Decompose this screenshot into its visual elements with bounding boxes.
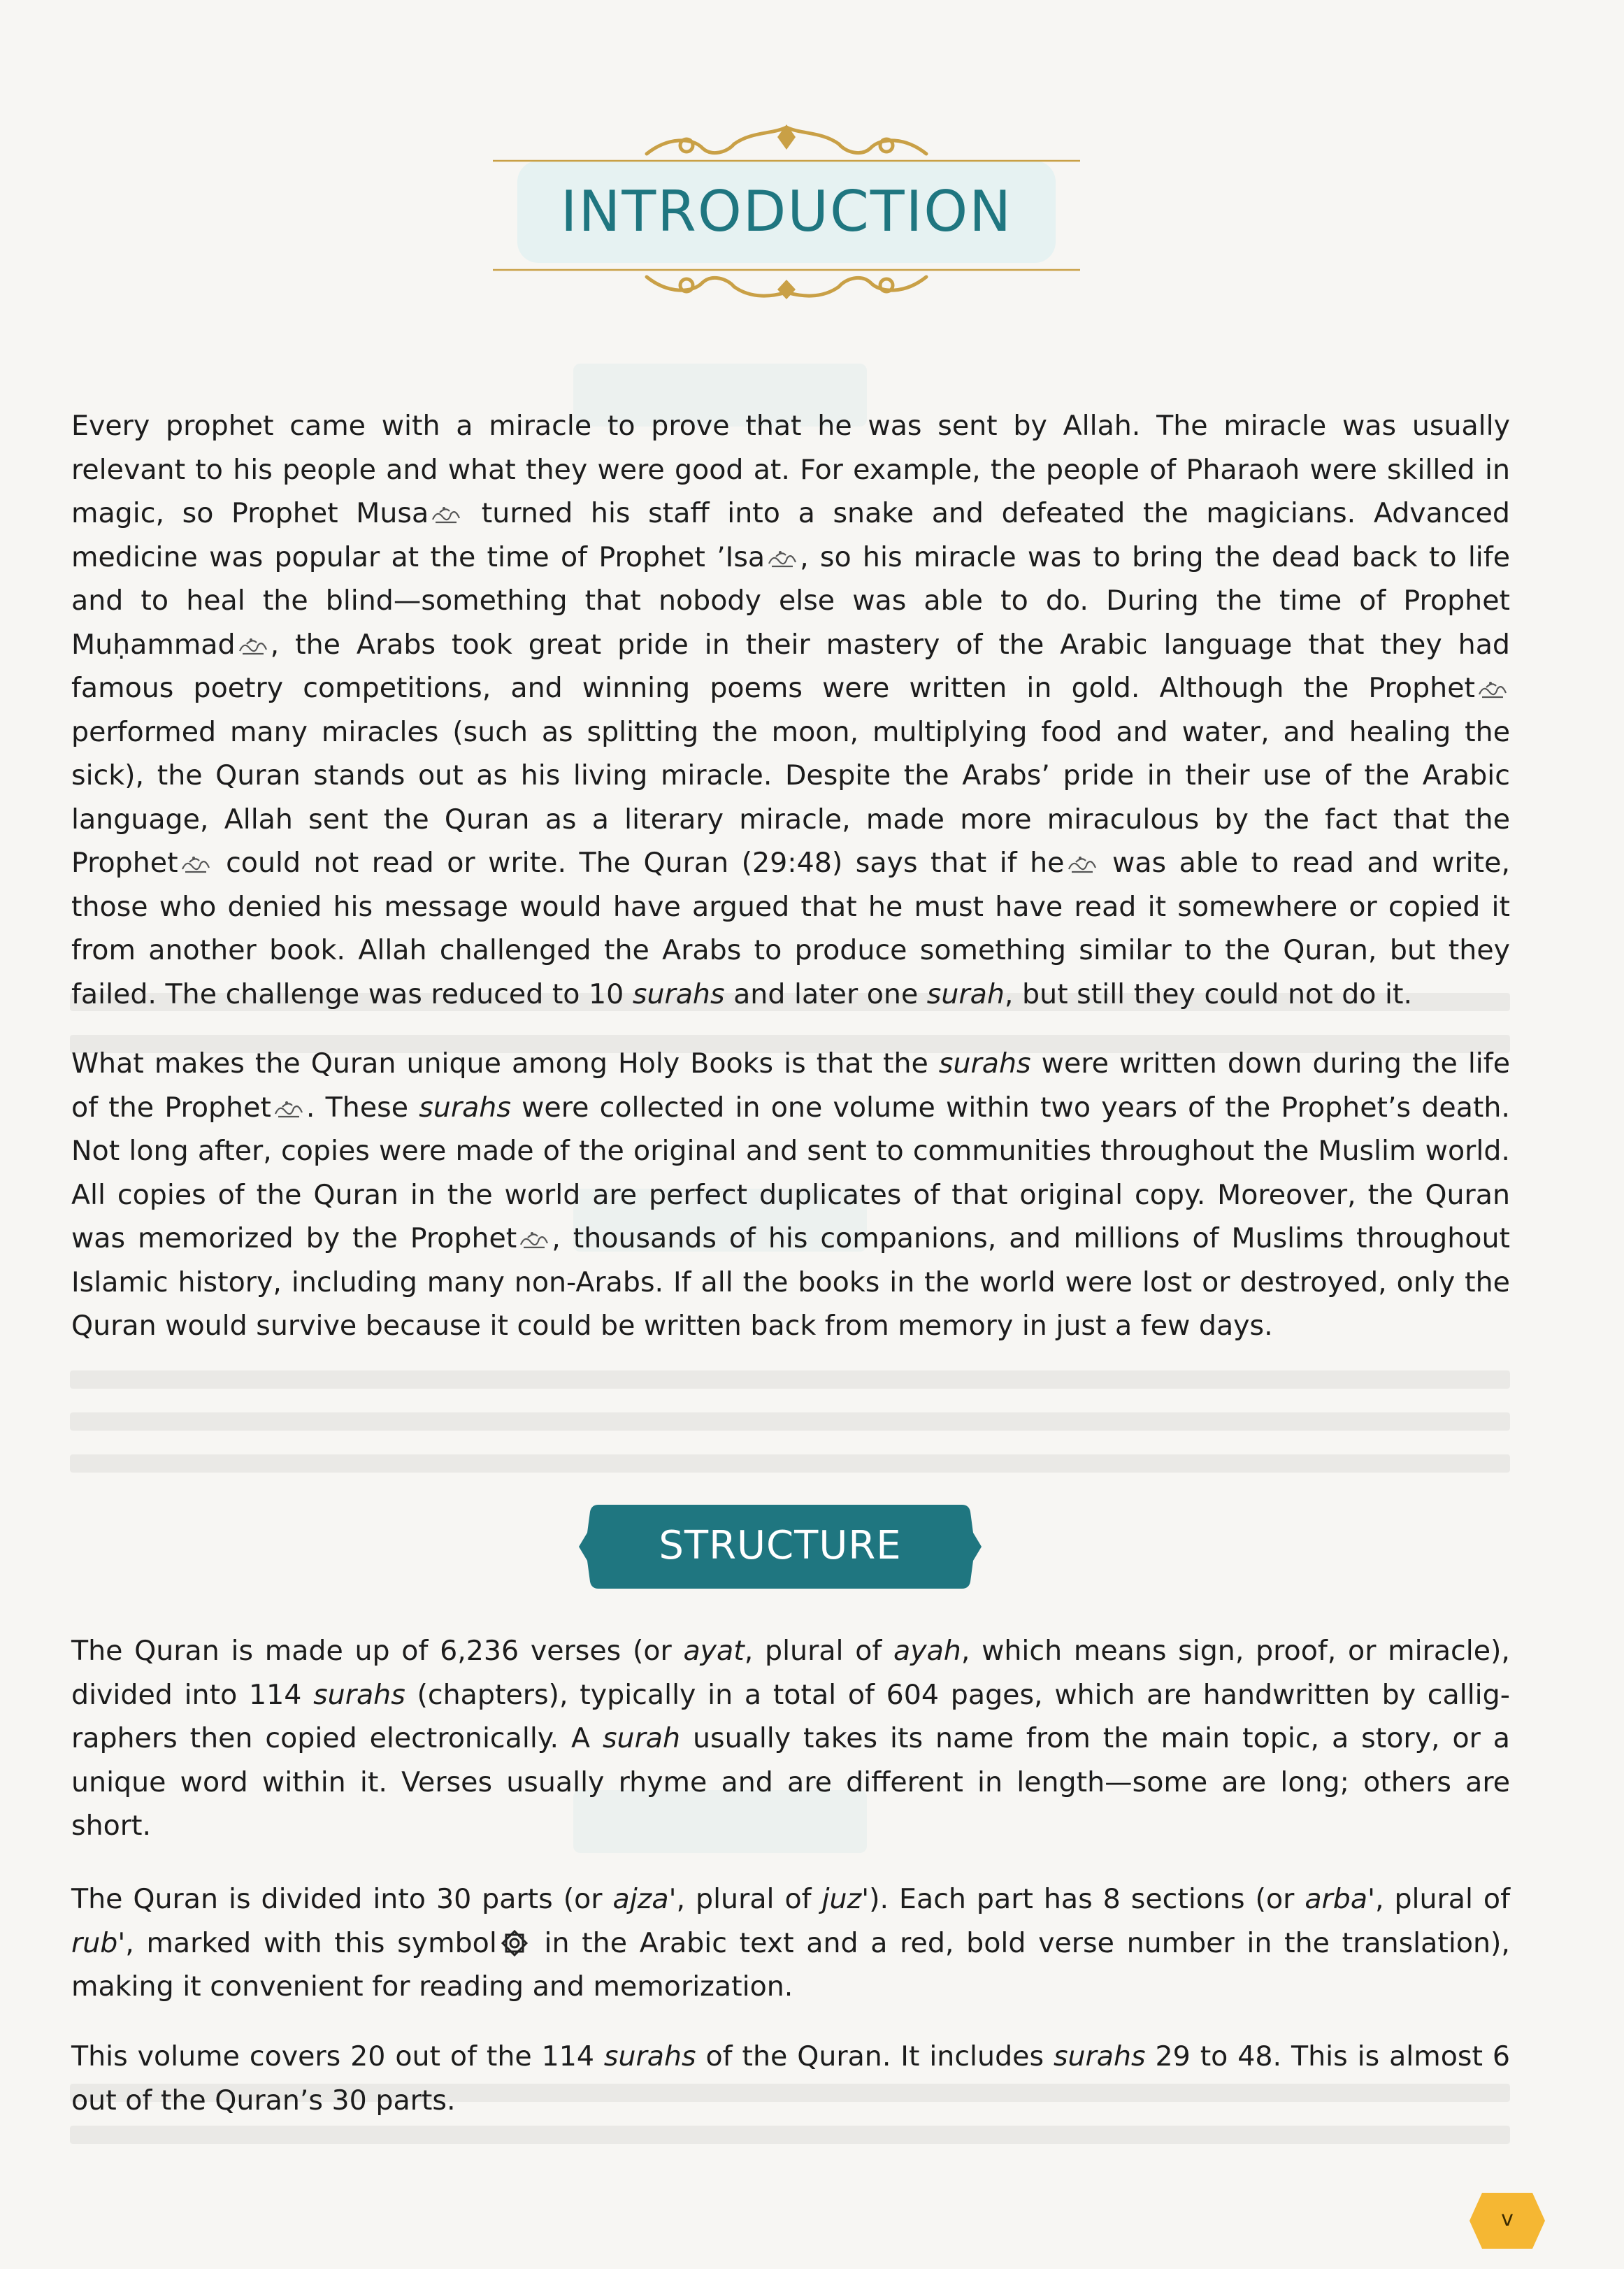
arabic-honorific-calligraphy-icon — [518, 1229, 550, 1250]
introduction-heading-block — [489, 124, 1084, 299]
italic-term: surahs — [603, 2040, 696, 2073]
text-run: The Quran is divided into 30 parts (or — [71, 1883, 613, 1915]
italic-term: surahs — [313, 1678, 405, 1711]
text-run: , but still they could not do it. — [1004, 978, 1413, 1010]
text-run: turned his staff into a snake and defeated the magicians. Advanced medicine was popular at the time of Prophet ’Isa — [71, 497, 1510, 573]
text-run: . These — [306, 1091, 419, 1124]
italic-term: surahs — [632, 978, 725, 1010]
italic-term: rub' — [71, 1926, 126, 1959]
introduction-paragraph-2 — [71, 1042, 1510, 1348]
rub-el-hizb-section-icon — [500, 1928, 529, 1958]
text-run: , marked with this symbol — [125, 1926, 497, 1959]
introduction-title: INTRODUCTION — [560, 179, 1013, 244]
page-number-badge — [1467, 2189, 1548, 2253]
text-run: 29 to 48. This is almost 6 out of the Quran’s 30 parts. — [71, 2040, 1510, 2117]
arabic-honorific-calligraphy-icon — [180, 854, 212, 875]
text-run: This volume covers 20 out of the 114 — [71, 2040, 604, 2073]
text-run: , plural of — [676, 1883, 822, 1915]
text-run: What makes the Quran unique among Holy Books is that the — [71, 1047, 939, 1080]
text-run: of the Quran. It includes — [696, 2040, 1054, 2073]
text-run: could not read or write. The Quran (29:48) says that if he — [213, 847, 1065, 879]
arabic-honorific-calligraphy-icon — [1066, 854, 1098, 875]
text-run: , thousands of his companions, and millions of Muslims throughout Islamic history, including many non-Arabs. If all the books in the world were lost or destroyed, only the Quran would survive because it could be written back from memory in just a few days. — [71, 1222, 1510, 1342]
arabic-honorific-calligraphy-icon — [430, 504, 462, 525]
page-number: v — [1501, 2207, 1514, 2231]
italic-term: surahs — [419, 1091, 511, 1124]
arabic-honorific-calligraphy-icon — [766, 548, 798, 569]
structure-title: STRUCTURE — [659, 1523, 902, 1568]
text-run: , the Arabs took great pride in their mastery of the Arabic language that they had famous poetry competitions, and winning poems were written in gold. Although the Prophet — [71, 628, 1510, 704]
structure-paragraph-1 — [71, 1629, 1510, 1848]
text-run: , plural of — [744, 1635, 893, 1667]
arabic-honorific-calligraphy-icon — [273, 1098, 305, 1119]
text-run: The Quran is made up of 6,236 verses (or — [71, 1635, 684, 1667]
text-run: , so his miracle was to bring the dead back to life and to heal the blind—something that nobody else was able to do. During the time of Prophet Muḥammad — [71, 541, 1510, 661]
text-run: ). Each part has 8 sections (or — [869, 1883, 1305, 1915]
italic-term: surahs — [1053, 2040, 1146, 2073]
italic-term: surah — [602, 1722, 681, 1754]
text-run: (chapters), typically in a total of 604 pages, which are handwritten by calligraphers then copied electronically. A — [71, 1678, 1510, 1754]
italic-term: ajza' — [612, 1883, 677, 1915]
structure-paragraph-2 — [71, 1877, 1510, 2009]
italic-term: ayat — [683, 1635, 745, 1667]
italic-term: surah — [926, 978, 1005, 1010]
text-run: , plural of — [1374, 1883, 1510, 1915]
italic-term: ayah — [893, 1635, 961, 1667]
introduction-paragraph-1 — [71, 404, 1510, 1016]
structure-heading-banner — [577, 1502, 983, 1591]
text-run: and later one — [724, 978, 927, 1010]
italic-term: juz' — [821, 1883, 870, 1915]
text-run: was able to read and write, those who denied his message would have argued that he must have read it somewhere or copied it from another book. Allah challenged the Arabs to produce something similar to the Quran, but they failed. The challenge was reduced to 10 — [71, 847, 1511, 1010]
text-run: usually takes its name from the main topic, a story, or a unique word within it. Verses usually rhyme and are different in length—some are long; others are short. — [71, 1722, 1510, 1842]
text-run: were written down during the life of the Prophet — [71, 1047, 1510, 1124]
text-run: in the Arabic text and a red, bold verse number in the translation), making it convenient for reading and memorization. — [71, 1926, 1510, 2003]
italic-term: arba' — [1305, 1883, 1375, 1915]
arabic-honorific-calligraphy-icon — [237, 636, 269, 657]
text-run: Every prophet came with a miracle to prove that he was sent by Allah. The miracle was usually relevant to his people and what they were good at. For example, the people of Pharaoh were skilled in magic, so Prophet Musa — [71, 410, 1510, 529]
text-run: were collected in one volume within two years of the Prophet’s death. Not long after, copies were made of the original and sent to communities throughout the Muslim world. All copies of the Quran in the world are perfect duplicates of that original copy. Moreover, the Quran was memorized by the Prophet — [71, 1091, 1510, 1254]
arabic-honorific-calligraphy-icon — [1476, 679, 1509, 700]
text-run: , which means sign, proof, or miracle), divided into 114 — [71, 1635, 1510, 1711]
text-run: performed many miracles (such as splitting the moon, multiplying food and water, and healing the sick), the Quran stands out as his living miracle. Despite the Arabs’ pride in their use of the Arabic language, Allah sent the Quran as a literary miracle, made more miraculous by the fact that the Prophet — [71, 715, 1510, 879]
italic-term: surahs — [938, 1047, 1031, 1080]
structure-paragraph-3 — [71, 2035, 1510, 2122]
